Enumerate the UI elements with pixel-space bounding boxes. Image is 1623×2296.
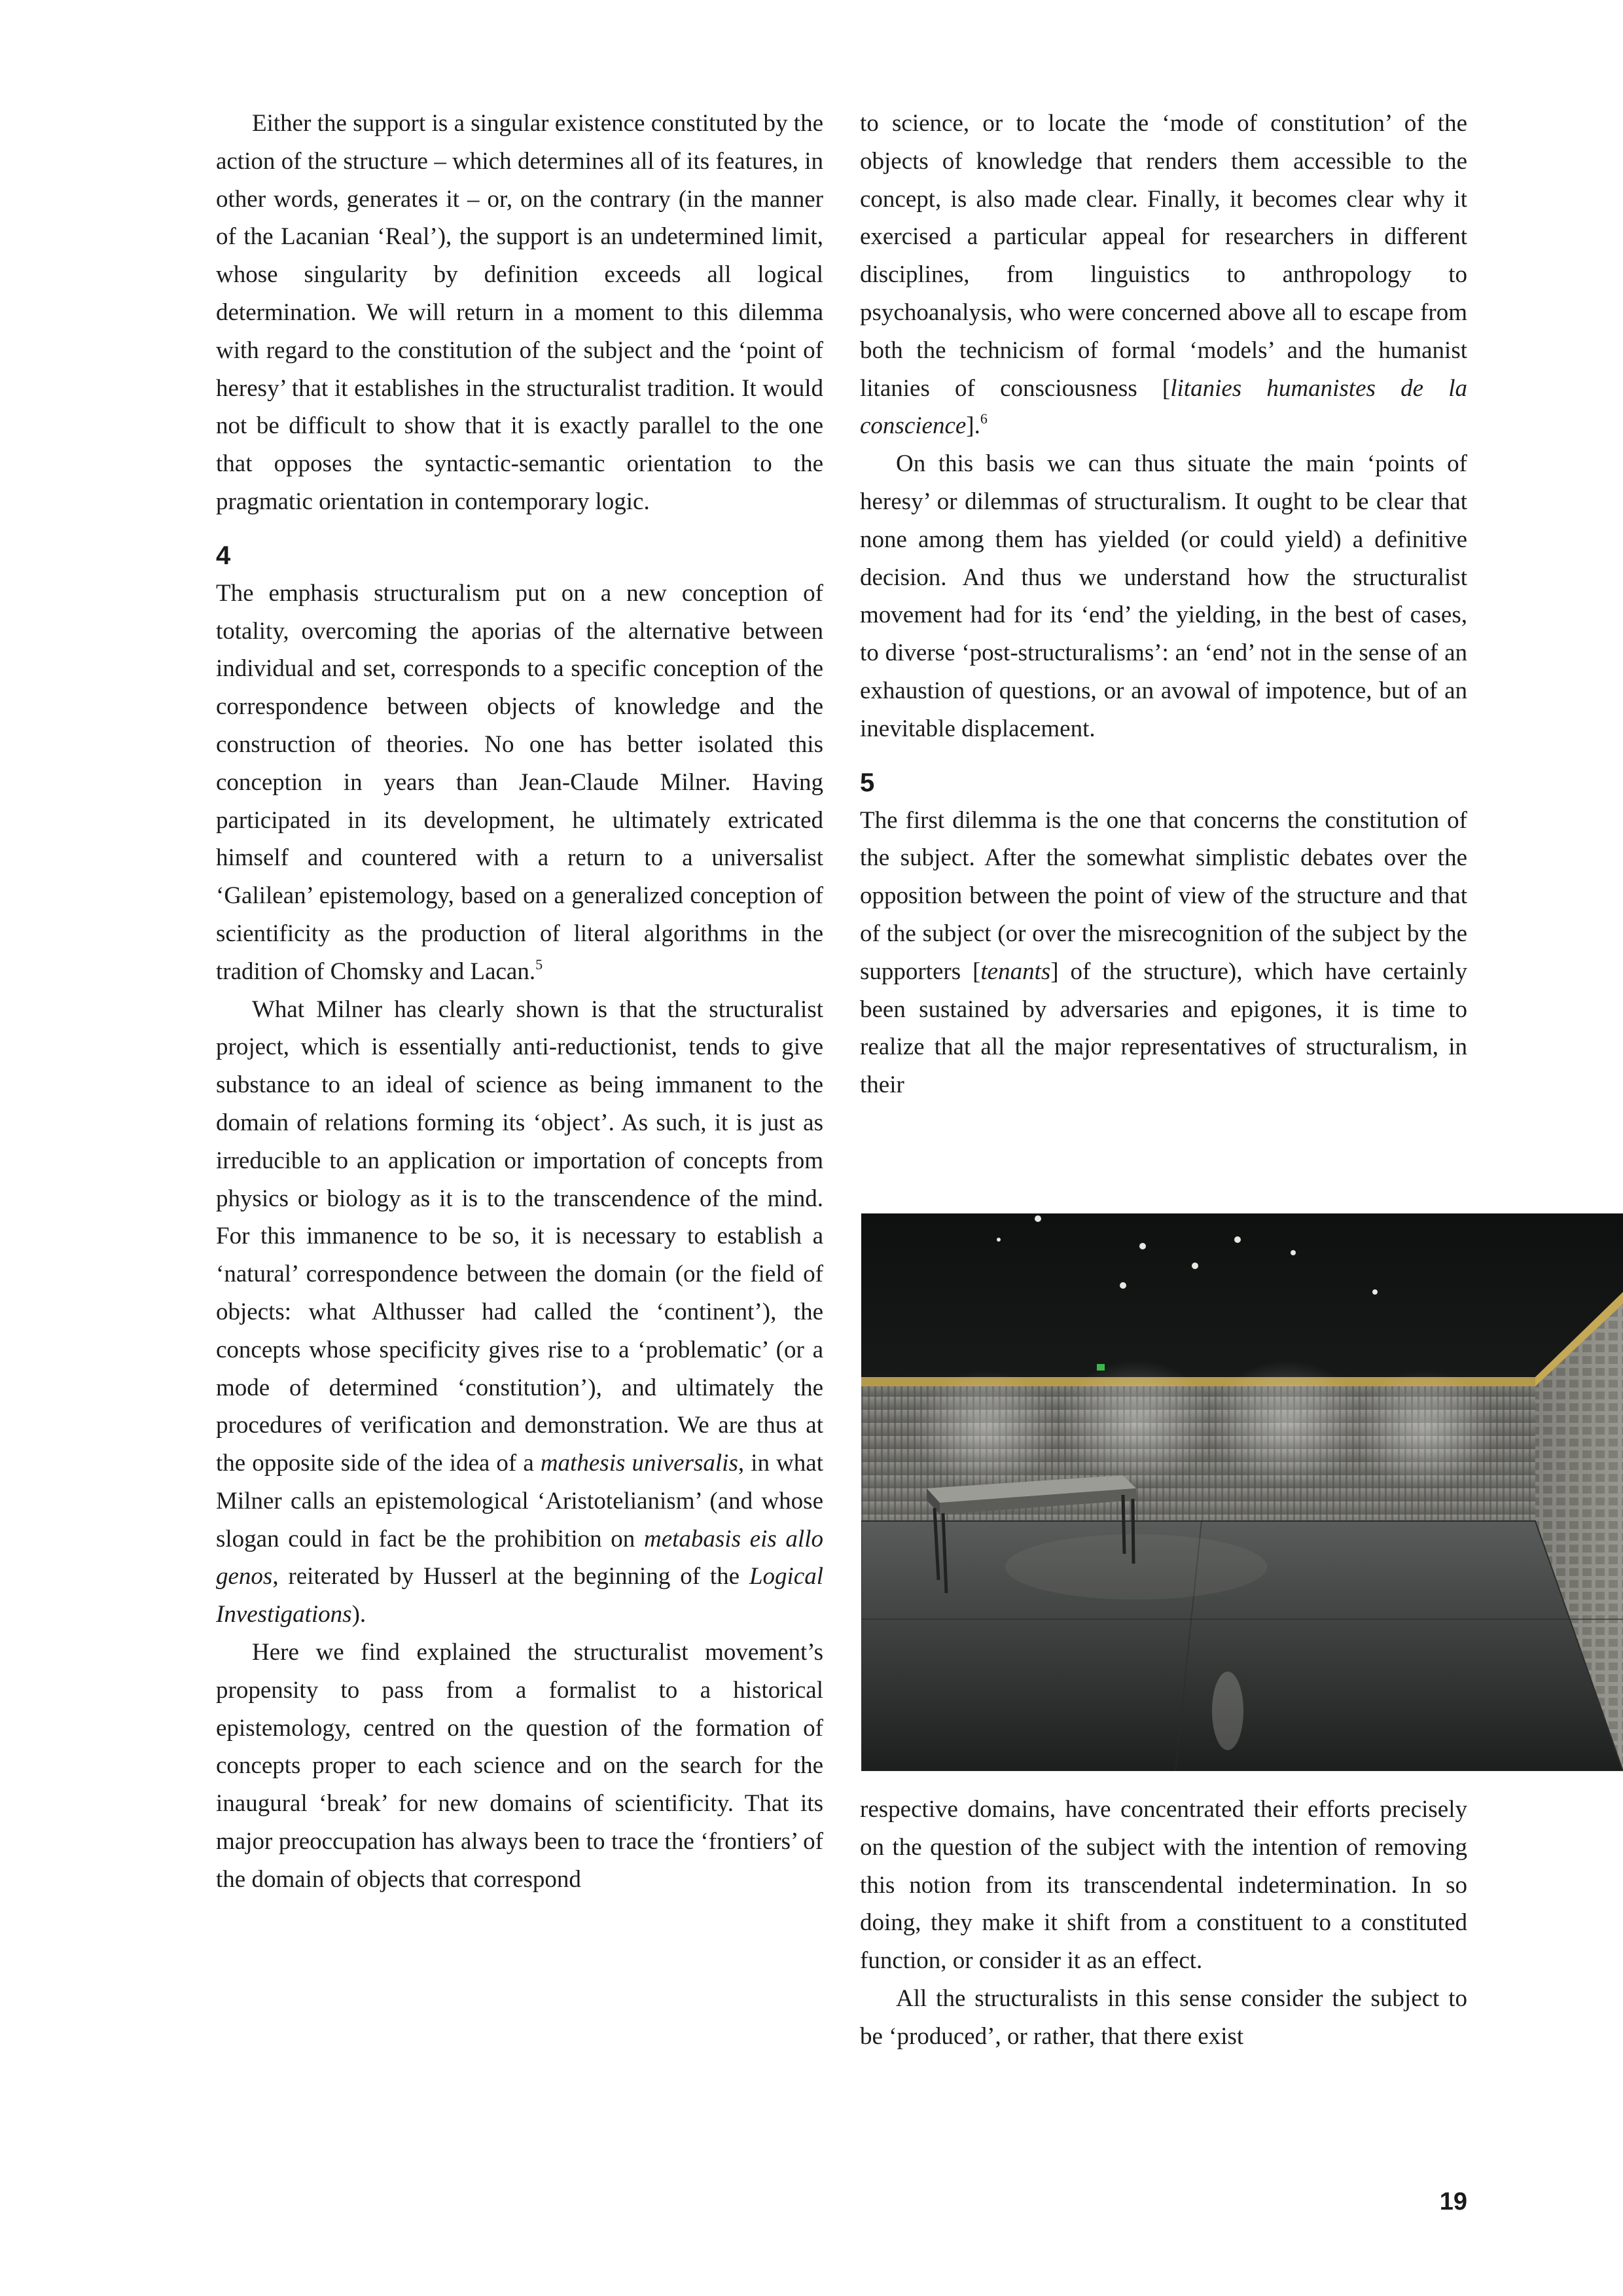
section-heading-4: 4 xyxy=(216,541,231,570)
left-column xyxy=(216,105,823,1899)
paragraph-respective-domains: respective domains, have concentrated their efforts precisely on the question of the subject with the intention of removing this notion from its transcendental indetermination. In so doing, they make it shift from a constituent to a constituted function, or consider it as an effect. xyxy=(860,1796,1467,1975)
page-number: 19 xyxy=(1439,2188,1467,2215)
paragraph-historical-epistemology: Here we find explained the structuralist movement’s propensity to pass from a formalist to a historical epistemology, centred on the question of the formation of concepts proper to each science and on the search for the inaugural ‘break’ for new domains of scientificity. That its major preoccupation has always been to trace the ‘frontiers’ of the domain of objects that correspond xyxy=(216,1639,823,1893)
gallery-installation-photo xyxy=(861,1213,1623,1771)
paragraph-support-dilemma: Either the support is a singular existence constituted by the action of the structure – which determines all of its features, in other words, generates it – or, on the contrary (in the manner of the Lacanian ‘Real’), the support is an undetermined limit, whose singularity by definition exceeds all logical determination. We will return in a moment to this dilemma with regard to the constitution of the subject and the ‘point of heresy’ that it establishes in the structuralist tradition. It would not be difficult to show that it is exactly parallel to the one that opposes the syntactic-semantic orientation to the pragmatic orientation in contemporary logic. xyxy=(216,110,823,515)
footnote-ref-6[interactable]: 6 xyxy=(980,410,988,427)
footnote-ref-5[interactable]: 5 xyxy=(535,956,543,973)
paragraph-first-dilemma: The first dilemma is the one that concerns the constitution of the subject. After the somewhat simplistic debates over the opposition between the point of view of the structure and that of the subject (or over the misrecognition of the subject by the supporters [tenants] of the structure), which have certainly been sustained by adversaries and epigones, it is time to realize that all the major representatives of structuralism, in their xyxy=(860,806,1467,1099)
paragraph-milner: What Milner has clearly shown is that the structuralist project, which is essentially anti-reductionist, tends to give substance to an ideal of science as being immanent to the domain of relations forming its ‘object’. As such, it is just as irreducible to an application or importation of concepts from physics or biology as it is to the transcendence of the mind. For this immanence to be so, it is necessary to establish a ‘natural’ correspondence between the domain (or the field of objects: what Althusser had called the ‘continent’), the concepts whose specificity gives rise to a ‘problematic’ (or a mode of determined ‘constitution’), and ultimately the procedures of verification and demonstration. We are thus at the opposite side of the idea of a mathesis universalis, in what Milner calls an epistemological ‘Aristotelianism’ (and whose slogan could in fact be the prohibition on metabasis eis allo genos, reiterated by Husserl at the beginning of the Logical Investigations). xyxy=(216,996,824,1628)
paragraph-mode-of-constitution: to science, or to locate the ‘mode of constitution’ of the objects of knowledge that renders them accessible to the concept, is also made clear. Finally, it becomes clear why it exercised a particular appeal for researchers in different disciplines, from linguistics to anthropology to psychoanalysis, who were concerned above all to escape from both the technicism of formal ‘models’ and the humanist litanies of consciousness [litanies humanistes de la conscience].$^6$ xyxy=(860,110,1467,440)
paragraph-points-of-heresy: On this basis we can thus situate the main ‘points of heresy’ or dilemmas of structuralism. It ought to be clear that none among them has yielded (or could yield) a definitive decision. And thus we understand how the structuralist movement had for its ‘end’ the yielding, in the best of cases, to diverse ‘post-structuralisms’: an ‘end’ not in the sense of an exhaustion of questions, or an avowal of impotence, but of an inevitable displacement. xyxy=(860,450,1467,742)
paragraph-subject-produced: All the structuralists in this sense consider the subject to be ‘produced’, or rather, that there exist xyxy=(860,1984,1467,2050)
paragraph-totality: The emphasis structuralism put on a new conception of totality, overcoming the aporias of the alternative between individual and set, corresponds to a specific conception of the correspondence between objects of knowledge and the construction of theories. No one has better isolated this conception in years than Jean-Claude Milner. Having participated in its development, he ultimately extricated himself and countered with a return to a universalist ‘Galilean’ epistemology, based on a generalized conception of scientificity as the production of literal algorithms in the tradition of Chomsky and Lacan.$^5$ xyxy=(216,579,823,985)
section-heading-5: 5 xyxy=(860,768,875,797)
right-column-bottom xyxy=(860,1791,1467,2056)
right-column-top xyxy=(860,105,1467,1104)
gallery-room-illustration xyxy=(861,1213,1623,1771)
